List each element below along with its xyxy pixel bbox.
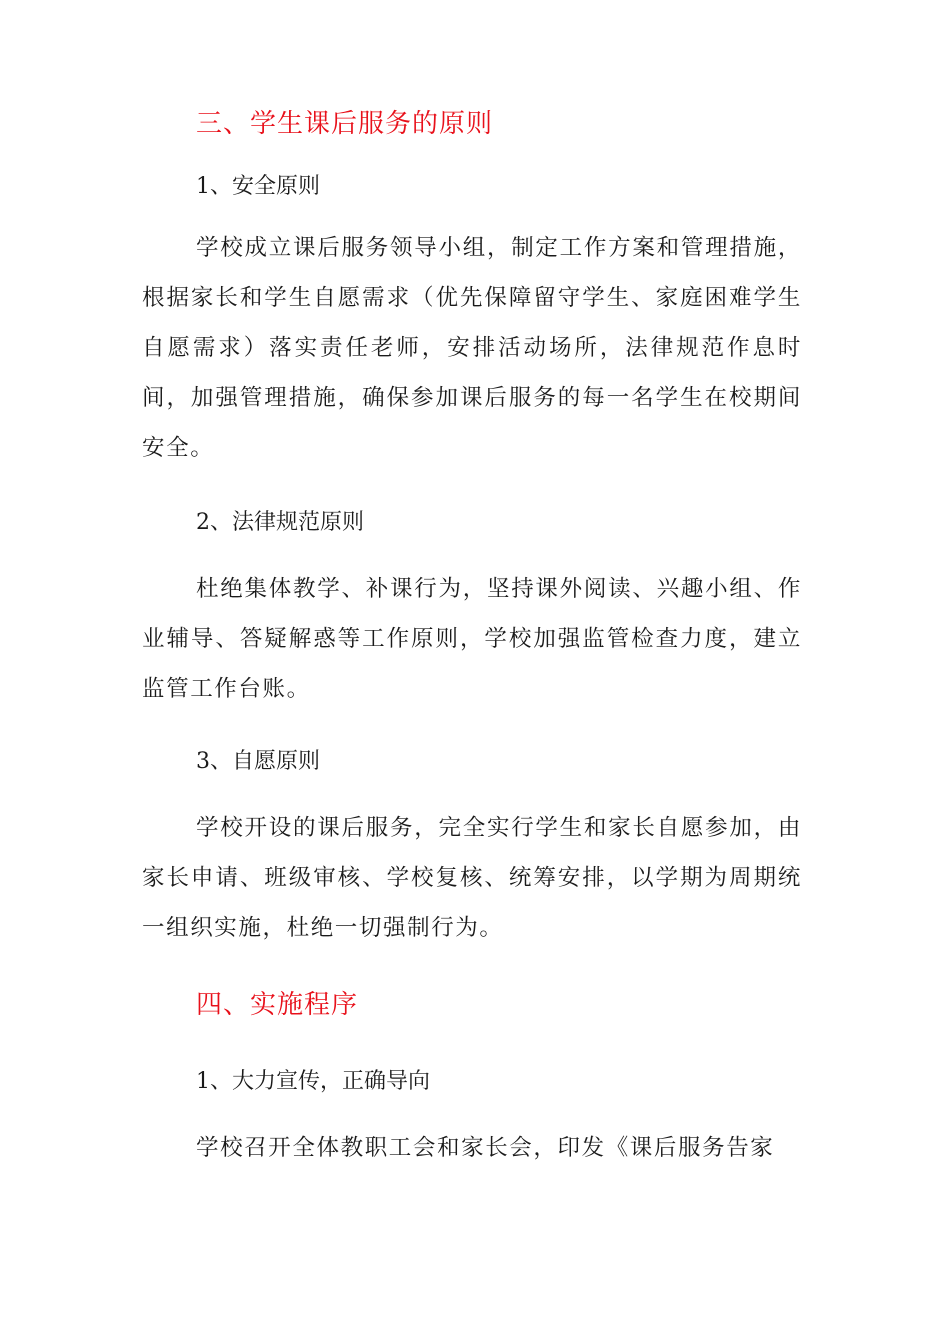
paragraph: 杜绝集体教学、补课行为，坚持课外阅读、兴趣小组、作业辅导、答疑解惑等工作原则，学校加强监管检查力度，建立监管工作台账。 (142, 576, 802, 702)
subsection-heading: 1、安全原则 (196, 174, 320, 199)
paragraph: 学校开设的课后服务，完全实行学生和家长自愿参加，由家长申请、班级审核、学校复核、统筹安排，以学期为周期统一组织实施，杜绝一切强制行为。 (142, 815, 802, 941)
section-heading: 四、实施程序 (196, 990, 359, 1020)
subsection-heading: 2、法律规范原则 (196, 510, 364, 535)
subsection-heading: 3、自愿原则 (196, 749, 320, 774)
paragraph: 学校成立课后服务领导小组，制定工作方案和管理措施，根据家长和学生自愿需求（优先保障留守学生、家庭困难学生自愿需求）落实责任老师，安排活动场所，法律规范作息时间，加强管理措施，确保参加课后服务的每一名学生在校期间安全。 (142, 235, 802, 461)
subsection-heading: 1、大力宣传，正确导向 (196, 1069, 430, 1094)
paragraph: 学校召开全体教职工会和家长会，印发《课后服务告家 (196, 1135, 775, 1161)
section-heading: 三、学生课后服务的原则 (196, 109, 494, 139)
